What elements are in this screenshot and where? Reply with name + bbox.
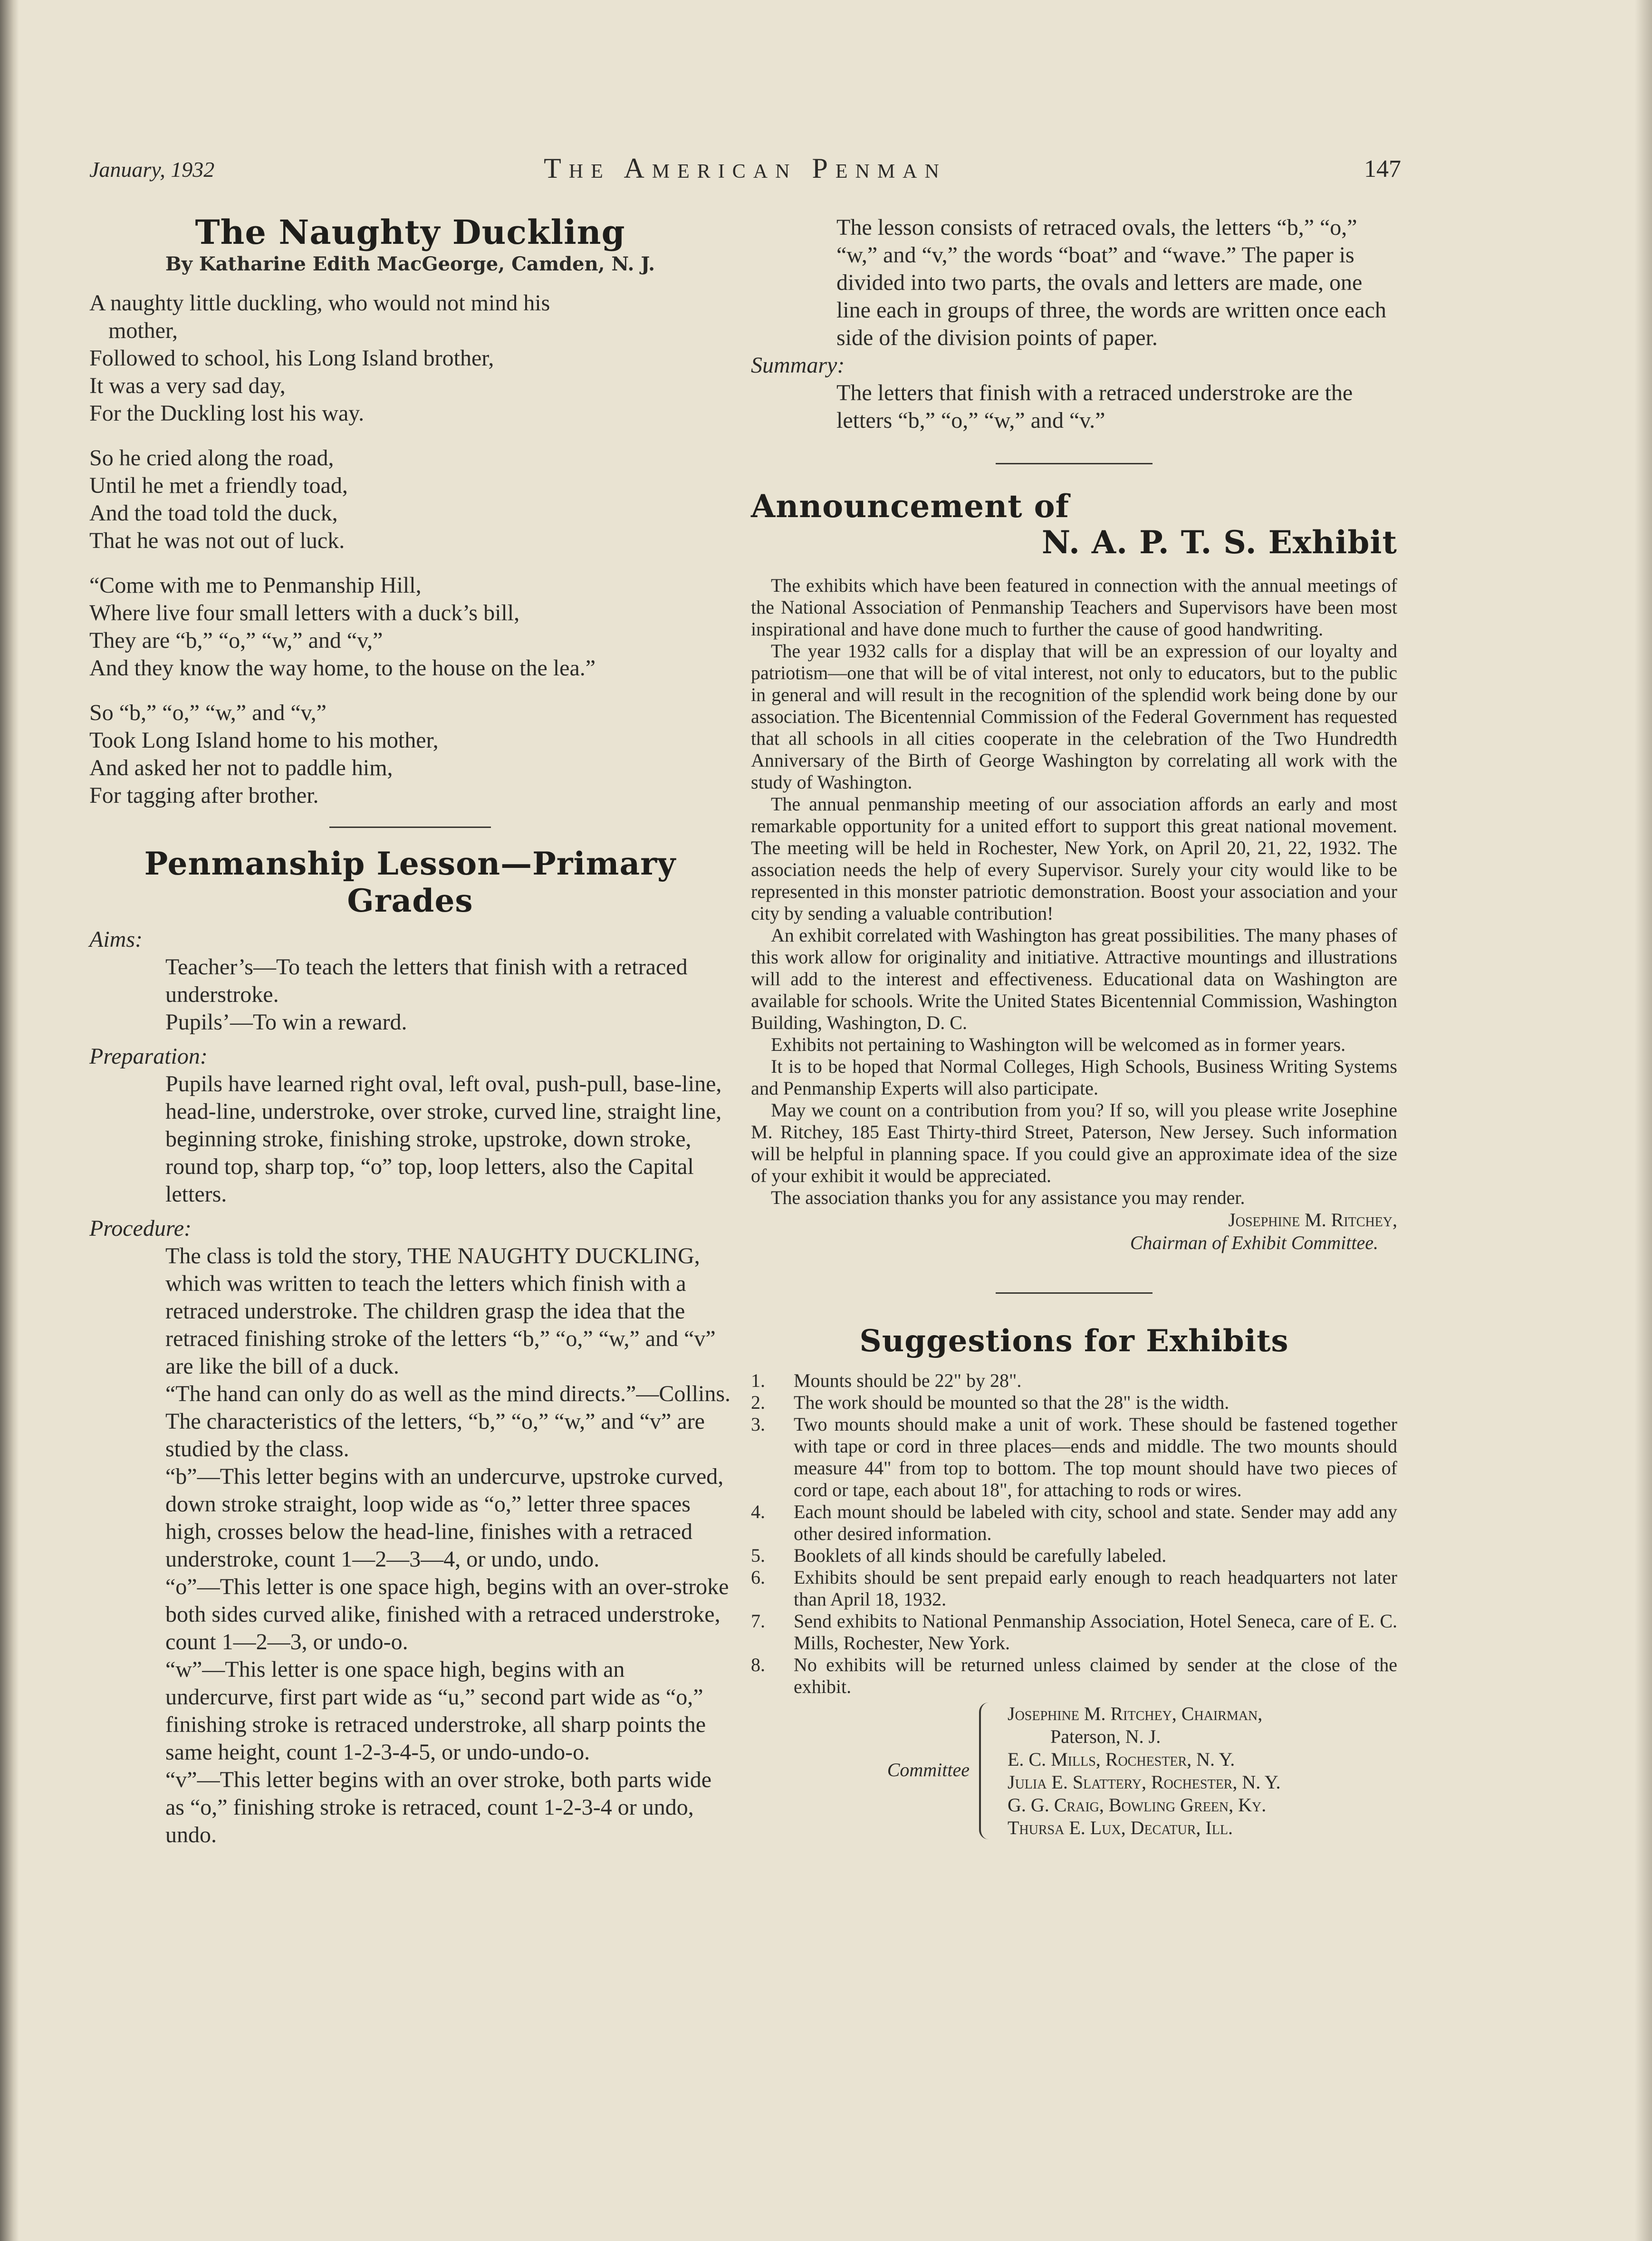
journal-title: The American Penman xyxy=(544,153,947,184)
poem-line: Where live four small letters with a duck’s bill, xyxy=(89,600,520,625)
poem-line: They are “b,” “o,” “w,” and “v,” xyxy=(89,628,383,653)
section-divider xyxy=(996,463,1153,464)
committee-members xyxy=(1008,1702,1281,1839)
procedure-paragraph: The class is told the story, THE NAUGHTY DUCKLING, which was written to teach the letters which finish with a retraced understroke. The children grasp the idea that the retraced finishing stroke of the letters “b,” “o,” “w,” and “v” are like the bill of a duck. xyxy=(165,1243,716,1379)
announcement-title-line2: N. A. P. T. S. Exhibit xyxy=(1041,524,1397,561)
item-text: No exhibits will be returned unless claimed by sender at the close of the exhibit. xyxy=(794,1654,1397,1697)
list-item xyxy=(751,1392,1397,1414)
signature-name: Josephine M. Ritchey, xyxy=(1228,1209,1397,1231)
announcement-paragraph: Exhibits not pertaining to Washington will be welcomed as in former years. xyxy=(771,1034,1346,1055)
procedure-continued xyxy=(836,214,1397,352)
procedure-paragraph: The lesson consists of retraced ovals, the letters “b,” “o,” “w,” and “v,” the words “boat” and “wave.” The paper is divided into two parts, the ovals and letters are made, one line each in groups of three, the words are written once each side of the division points of paper. xyxy=(836,215,1386,350)
signature xyxy=(751,1209,1397,1254)
preparation-label: Preparation: xyxy=(89,1044,208,1069)
list-item xyxy=(751,1414,1397,1501)
item-number: 4. xyxy=(751,1501,765,1522)
preparation xyxy=(165,1070,731,1208)
committee-block xyxy=(751,1702,1397,1839)
summary xyxy=(836,379,1397,434)
item-text: Each mount should be labeled with city, school and state. Sender may add any other desired information. xyxy=(794,1501,1397,1544)
poem-byline: By Katharine Edith MacGeorge, Camden, N. J. xyxy=(165,253,655,275)
suggestions-title: Suggestions for Exhibits xyxy=(859,1323,1289,1359)
poem-line: That he was not out of luck. xyxy=(89,528,345,553)
poem-line: For the Duckling lost his way. xyxy=(89,401,365,426)
item-number: 7. xyxy=(751,1610,765,1632)
procedure-paragraph: “v”—This letter begins with an over stroke, both parts wide as “o,” finishing stroke is retraced, count 1-2-3-4 or undo, undo. xyxy=(165,1767,712,1847)
announcement-paragraph: May we count on a contribution from you? If so, will you please write Josephine M. Ritchey, 185 East Thirty-third Street, Paterson, New Jersey. Such information will be helpful in planning space. If you could give an approximate idea of the size of your exhibit it would be appreciated. xyxy=(751,1099,1397,1186)
poem-line: So “b,” “o,” “w,” and “v,” xyxy=(89,700,327,725)
stanza xyxy=(89,699,731,809)
committee-member: E. C. Mills, Rochester, N. Y. xyxy=(1008,1749,1235,1770)
announcement-title xyxy=(751,488,1397,560)
poem-line: For tagging after brother. xyxy=(89,783,319,808)
aims-label: Aims: xyxy=(89,927,143,952)
preparation-text: Pupils have learned right oval, left oval, push-pull, base-line, head-line, understroke, over stroke, curved line, straight line, beginning stroke, finishing stroke, upstroke, down stroke, round top, sharp top, “o” top, loop letters, also the Capital letters. xyxy=(165,1071,722,1207)
procedure-paragraph: “o”—This letter is one space high, begins with an over-stroke both sides curved alike, finished with a retraced understroke, count 1—2—3, or undo-o. xyxy=(165,1574,729,1654)
committee-member: Thursa E. Lux, Decatur, Ill. xyxy=(1008,1817,1233,1838)
committee-member-address: Paterson, N. J. xyxy=(1050,1726,1161,1747)
poem-line: And they know the way home, to the house on the lea.” xyxy=(89,655,596,681)
page-number: 147 xyxy=(1364,155,1401,183)
poem xyxy=(89,289,731,809)
item-text: Two mounts should make a unit of work. These should be fastened together with tape or cord in three places—ends and middle. The two mounts should measure 44" from top to bottom. The top mount should have two pieces of cord or tape, each about 18", for attaching to rods or wires. xyxy=(794,1414,1397,1500)
list-item xyxy=(751,1567,1397,1610)
committee-member: G. G. Craig, Bowling Green, Ky. xyxy=(1008,1794,1267,1816)
announcement-paragraph: The association thanks you for any assistance you may render. xyxy=(771,1187,1245,1208)
poem-line: mother, xyxy=(108,318,178,343)
item-number: 5. xyxy=(751,1545,765,1566)
aim-item: Teacher’s—To teach the letters that finish with a retraced understroke. xyxy=(165,954,688,1007)
brace-icon xyxy=(979,1702,993,1839)
item-text: Mounts should be 22" by 28". xyxy=(794,1370,1022,1391)
list-item xyxy=(751,1610,1397,1654)
procedure-paragraph: “w”—This letter is one space high, begins with an undercurve, first part wide as “u,” second part wide as “o,” finishing stroke is retraced understroke, all sharp points the same height, count 1-2-3-4-5, or undo-undo-o. xyxy=(165,1657,706,1765)
list-item xyxy=(751,1370,1397,1392)
poem-line: And the toad told the duck, xyxy=(89,500,338,526)
stanza xyxy=(89,572,731,682)
list-item xyxy=(751,1501,1397,1545)
binding-shadow xyxy=(0,0,19,2241)
item-number: 6. xyxy=(751,1567,765,1588)
list-item xyxy=(751,1654,1397,1698)
left-column xyxy=(89,214,731,1849)
issue-date: January, 1932 xyxy=(89,157,215,182)
stanza xyxy=(89,289,731,427)
announcement-paragraph: It is to be hoped that Normal Colleges, High Schools, Business Writing Systems and Penmanship Experts will also participate. xyxy=(751,1056,1397,1099)
poem-line: And asked her not to paddle him, xyxy=(89,755,393,780)
page-edge xyxy=(1635,0,1652,2241)
poem-line: So he cried along the road, xyxy=(89,445,334,471)
list-item xyxy=(751,1545,1397,1567)
poem-line: Followed to school, his Long Island brother, xyxy=(89,346,494,371)
aim-item: Pupils’—To win a reward. xyxy=(165,1010,407,1035)
summary-label: Summary: xyxy=(751,353,845,378)
committee-member: Josephine M. Ritchey, Chairman, xyxy=(1008,1703,1263,1724)
procedure-paragraph: “The hand can only do as well as the mind directs.”—Collins. xyxy=(165,1381,731,1406)
procedure-label: Procedure: xyxy=(89,1216,192,1241)
item-text: The work should be mounted so that the 28" is the width. xyxy=(794,1392,1229,1413)
page-header xyxy=(89,153,1401,195)
item-number: 8. xyxy=(751,1654,765,1675)
committee-member: Julia E. Slattery, Rochester, N. Y. xyxy=(1008,1771,1281,1793)
aims xyxy=(165,953,731,1036)
poem-line: Took Long Island home to his mother, xyxy=(89,728,439,753)
announcement-paragraph: An exhibit correlated with Washington has great possibilities. The many phases of this work allow for originality and initiative. Attractive mountings and illustrations will add to the interest and effectiveness. Educational data on Washington are available for schools. Write the United States Bicentennial Commission, Washington Building, Washington, D. C. xyxy=(751,924,1397,1033)
right-column xyxy=(751,214,1397,1839)
section-divider xyxy=(996,1292,1153,1294)
procedure-paragraph: The characteristics of the letters, “b,” “o,” “w,” and “v” are studied by the class. xyxy=(165,1409,705,1462)
suggestions-list xyxy=(751,1370,1397,1698)
announcement-paragraph: The annual penmanship meeting of our association affords an early and most remarkable opportunity for a united effort to support this great national movement. The meeting will be held in Rochester, New York, on April 20, 21, 22, 1932. The association needs the help of every Supervisor. Surely your city would like to be represented in this monster patriotic demonstration. Boost your association and your city by sending a valuable contribution! xyxy=(751,793,1397,924)
summary-text: The letters that finish with a retraced understroke are the letters “b,” “o,” “w,” and “v.” xyxy=(836,380,1353,433)
announcement-paragraph: The exhibits which have been featured in connection with the annual meetings of the National Association of Penmanship Teachers and Supervisors have been most inspirational and have done much to further the cause of good handwriting. xyxy=(751,575,1397,640)
item-text: Send exhibits to National Penmanship Association, Hotel Seneca, care of E. C. Mills, Rochester, New York. xyxy=(794,1610,1397,1654)
announcement-title-line1: Announcement of xyxy=(751,488,1070,525)
poem-line: A naughty little duckling, who would not mind his xyxy=(89,290,550,316)
announcement-paragraph: The year 1932 calls for a display that will be an expression of our loyalty and patriotism—one that will be of vital interest, not only to educators, but to the public in general and will result in the recognition of the splendid work being done by our association. The Bicentennial Commission of the Federal Government has requested that all schools in all cities cooperate in the celebration of the Two Hundredth Anniversary of the Birth of George Washington by correlating all work with the study of Washington. xyxy=(751,640,1397,793)
committee-label: Committee xyxy=(887,1759,970,1780)
item-number: 1. xyxy=(751,1370,765,1391)
procedure-paragraph: “b”—This letter begins with an undercurve, upstroke curved, down stroke straight, loop wide as “o,” letter three spaces high, crosses below the head-line, finishes with a retraced understroke, count 1—2—3—4, or undo, undo. xyxy=(165,1464,724,1572)
item-text: Booklets of all kinds should be carefully labeled. xyxy=(794,1545,1167,1566)
item-text: Exhibits should be sent prepaid early enough to reach headquarters not later than April 18, 1932. xyxy=(794,1567,1397,1610)
item-number: 3. xyxy=(751,1414,765,1435)
signature-title: Chairman of Exhibit Committee. xyxy=(1130,1232,1378,1253)
poem-line: It was a very sad day, xyxy=(89,373,286,398)
poem-line: “Come with me to Penmanship Hill, xyxy=(89,573,422,598)
announcement-body xyxy=(751,575,1397,1209)
poem-line: Until he met a friendly toad, xyxy=(89,473,348,498)
procedure xyxy=(165,1242,731,1849)
stanza xyxy=(89,444,731,555)
section-divider xyxy=(329,827,491,828)
lesson-title: Penmanship Lesson—Primary Grades xyxy=(144,845,676,919)
poem-title: The Naughty Duckling xyxy=(195,212,625,252)
item-number: 2. xyxy=(751,1392,765,1413)
